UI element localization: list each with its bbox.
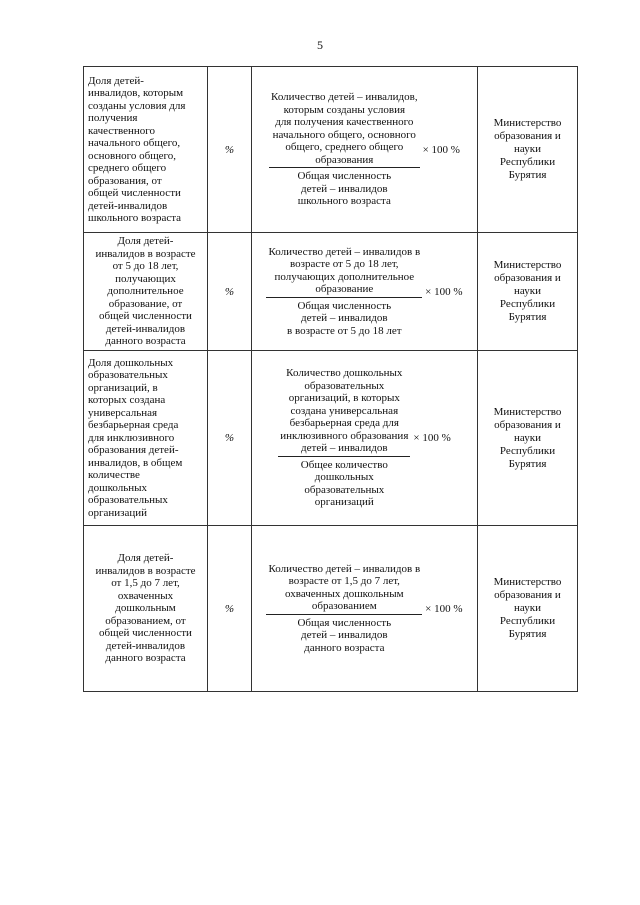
formula [252,563,477,655]
indicator-name: Доля детей- инвалидов в возрасте от 1,5 до 7 лет, охваченных дошкольным образованием, от общей численности детей-инвалидов данного возраста [95,552,196,665]
indicator-name-cell [84,351,208,526]
formula-denominator: Общая численность детей – инвалидов данного возраста [297,616,392,654]
indicator-name-cell [84,233,208,351]
indicators-table [83,66,578,692]
formula-numerator: Количество детей – инвалидов в возрасте от 1,5 до 7 лет, охваченных дошкольным образованием [266,563,422,615]
unit-cell: % [208,233,252,351]
unit-cell: % [208,67,252,233]
formula-multiplier: × 100 % [413,432,451,444]
formula-multiplier: × 100 % [425,602,463,615]
responsible-org: Министерство образования и науки Республики Бурятия [493,405,562,470]
formula-cell [252,351,478,526]
fraction [269,91,420,208]
fraction [266,563,422,655]
formula-cell [252,233,478,351]
formula-multiplier: × 100 % [425,285,463,298]
indicator-name: Доля детей- инвалидов, которым созданы условия для получения качественного начального общего, основного общего, среднего общего образования, от общей численности детей-инвалидов школьного возраста [88,74,186,224]
responsible-cell [478,526,578,692]
indicator-name: Доля дошкольных образовательных организаций, в которых создана универсальная безбарьерная среда для инклюзивного образования детей- инвалидов, в общем количестве дошкольных образовательных организаций [88,356,183,519]
responsible-cell [478,67,578,233]
fraction [278,367,410,509]
indicator-name: Доля детей- инвалидов в возрасте от 5 до 18 лет, получающих дополнительное образование, от общей численности детей-инвалидов данного возраста [95,235,196,348]
table-row [84,233,578,351]
responsible-cell [478,351,578,526]
responsible-cell [478,233,578,351]
formula-multiplier: × 100 % [422,143,460,156]
formula [252,246,477,338]
unit-cell: % [208,351,252,526]
formula [252,91,477,208]
formula-numerator: Количество дошкольных образовательных организаций, в которых создана универсальная безбарьерная среда для инклюзивного образования детей – инвалидов [278,367,410,457]
indicator-name-cell [84,526,208,692]
responsible-org: Министерство образования и науки Республики Бурятия [493,576,562,640]
indicator-name-cell [84,67,208,233]
formula [252,367,477,509]
formula-denominator: Общее количество дошкольных образовательных организаций [300,458,388,509]
table-row [84,526,578,692]
formula-numerator: Количество детей – инвалидов, которым созданы условия для получения качественного начального общего, основного общего, среднего общего образования [269,91,420,168]
formula-numerator: Количество детей – инвалидов в возрасте от 5 до 18 лет, получающих дополнительное образование [266,246,422,298]
formula-cell [252,526,478,692]
table-row [84,67,578,233]
page-number: 5 [317,38,323,52]
formula-denominator: Общая численность детей – инвалидов школьного возраста [297,170,392,208]
formula-cell [252,67,478,233]
unit-cell: % [208,526,252,692]
table-row [84,351,578,526]
responsible-org: Министерство образования и науки Республики Бурятия [493,117,562,181]
formula-denominator: Общая численность детей – инвалидов в возрасте от 5 до 18 лет [287,299,402,337]
fraction [266,246,422,338]
responsible-org: Министерство образования и науки Республики Бурятия [493,259,562,323]
